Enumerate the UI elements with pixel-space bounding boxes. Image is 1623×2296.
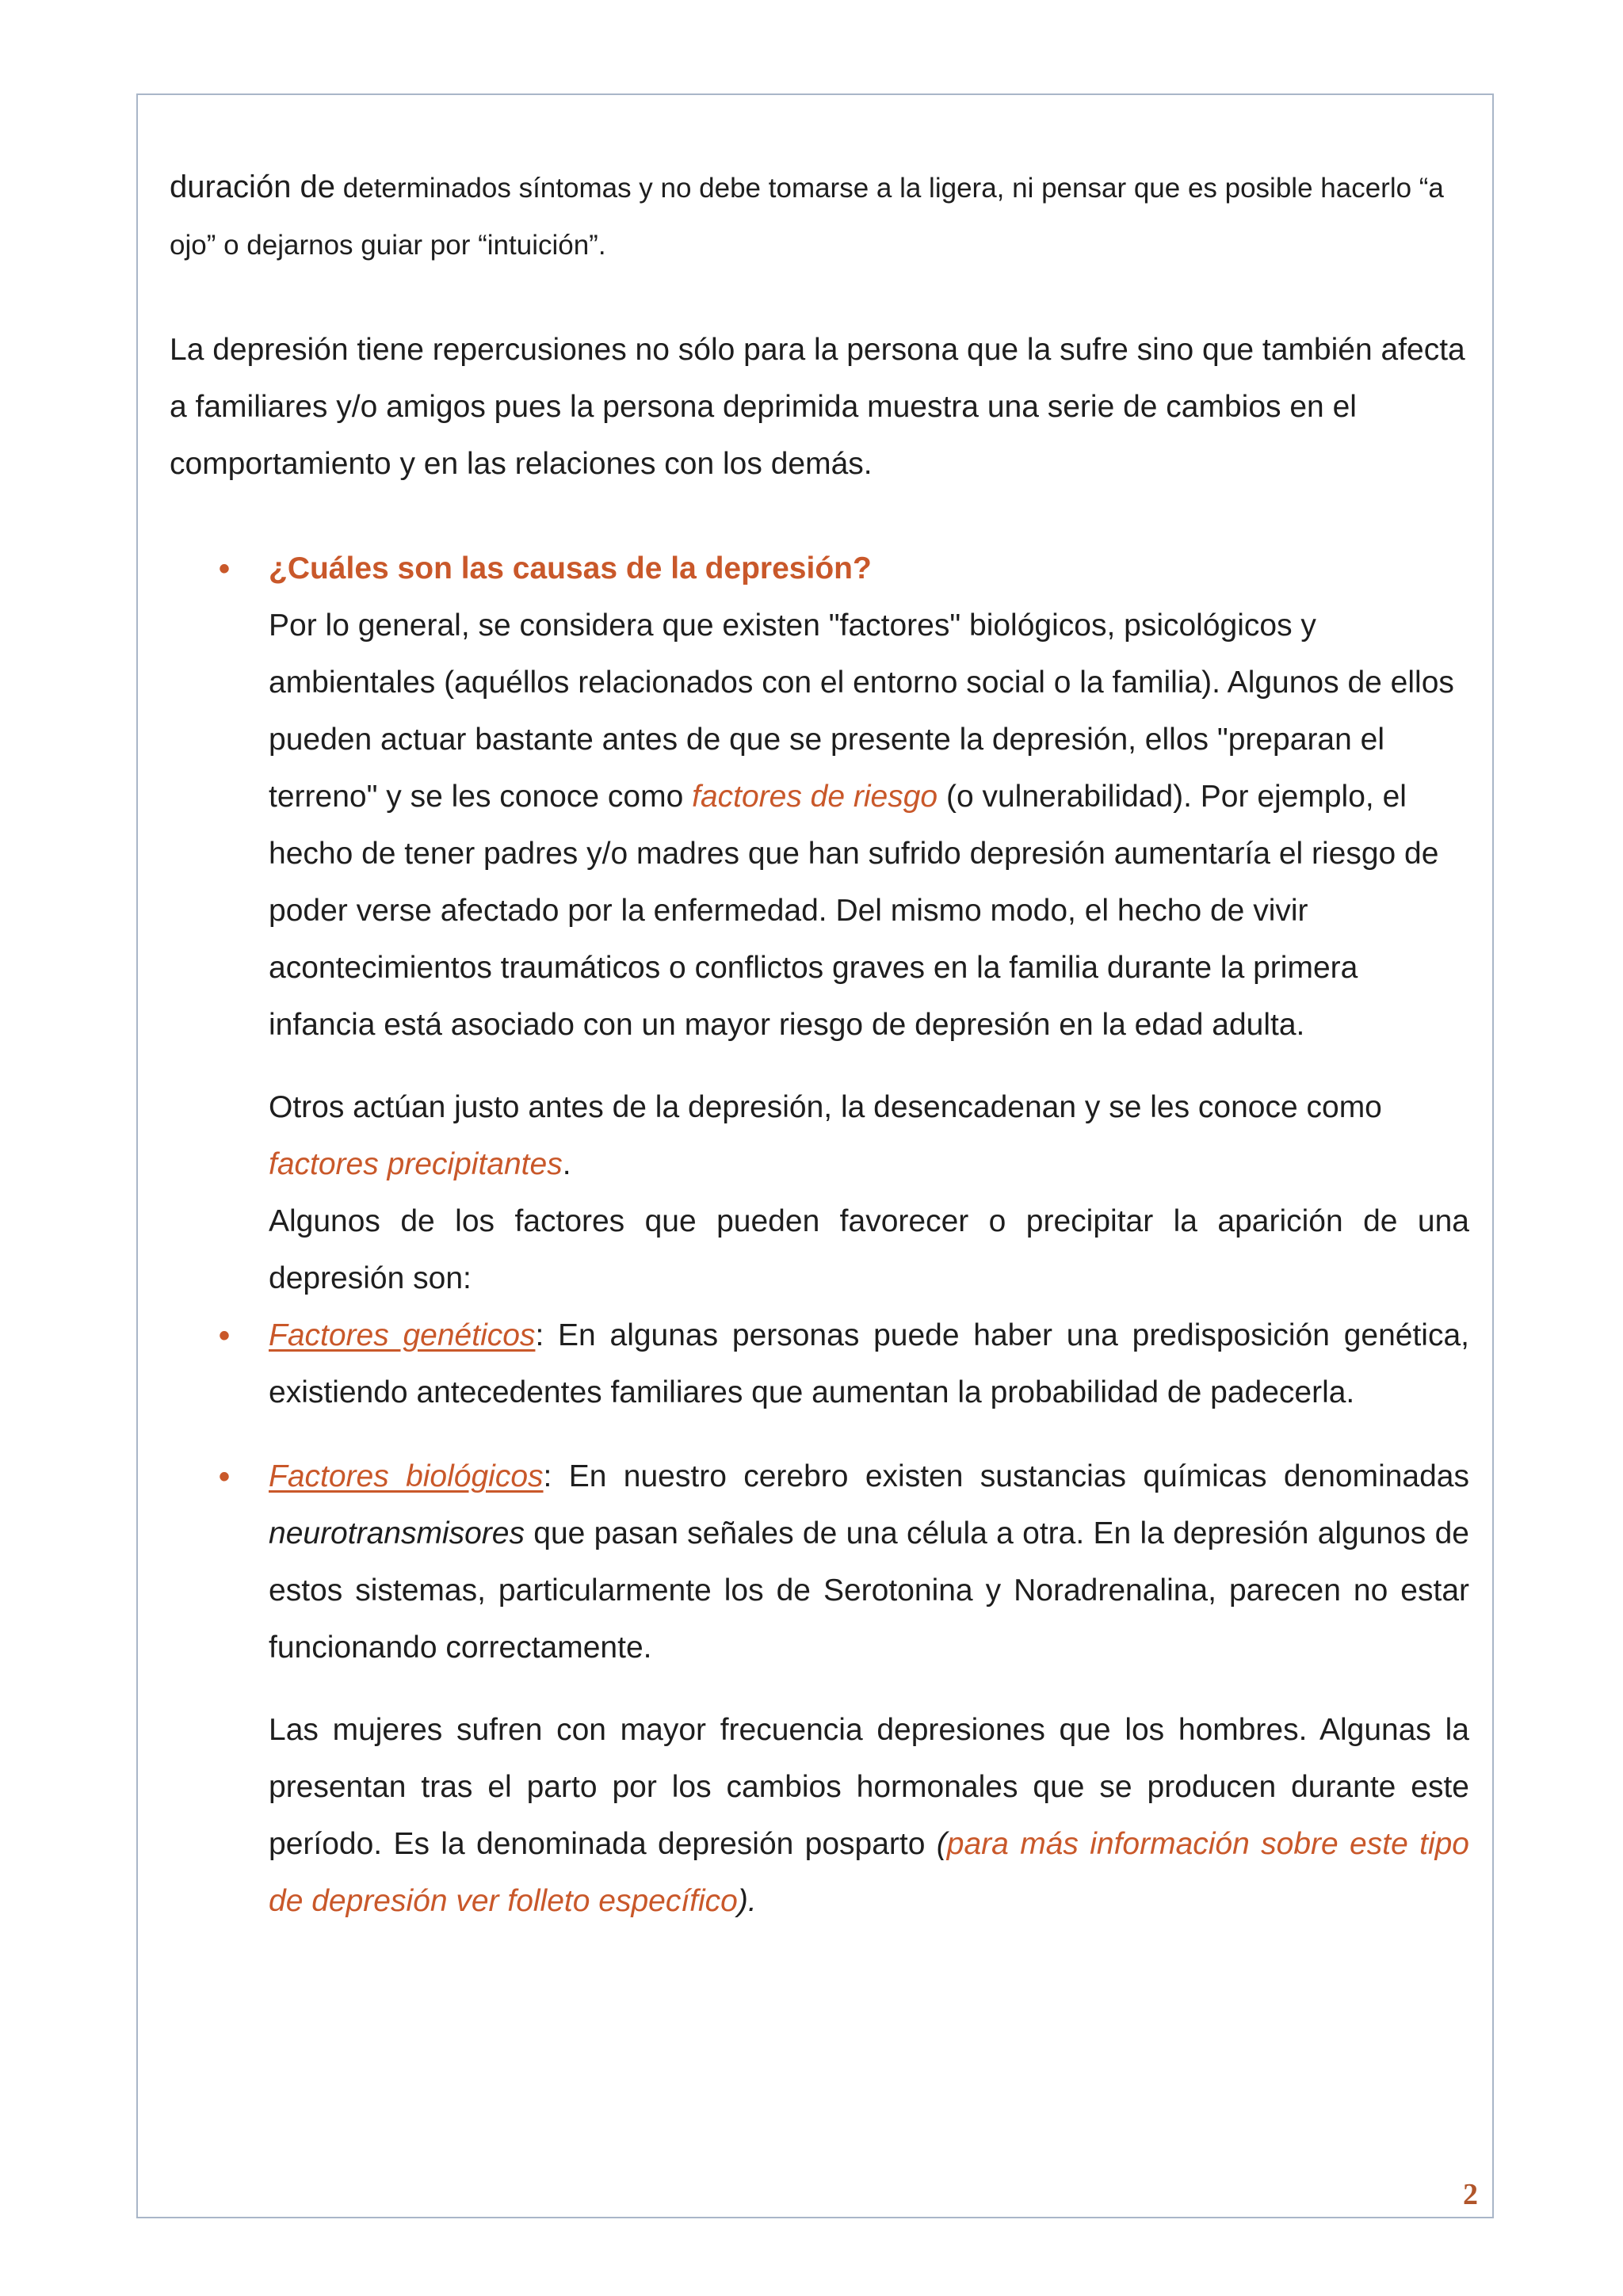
intro-paragraph-2: La depresión tiene repercusiones no sólo para la persona que la sufre sino que también afecta a familiares y/o amigos pues la persona deprimida muestra una serie de cambios en el comportamiento y en las relaciones con los demás. (170, 333, 1465, 481)
postpartum-brochure-reference: para más información sobre este tipo de depresión ver folleto específico (269, 1827, 1469, 1918)
list-item-genetic (170, 1307, 1469, 1421)
bullet-icon: • (219, 1459, 231, 1494)
women-open-paren: ( (936, 1827, 947, 1861)
precipitating-factors-term: factores precipitantes (269, 1147, 563, 1181)
list-item-causes (170, 540, 1469, 1307)
intro-paragraph-1 (170, 158, 1469, 274)
causes-body-post: (o vulnerabilidad). Por ejemplo, el hecho de tener padres y/o madres que han sufrido depresión aumentaría el riesgo de poder verse afectado por la enfermedad. Del mismo modo, el hecho de vivir acontecimientos traumáticos o conflictos graves en la familia durante la primera infancia está asociado con un mayor riesgo de depresión en la edad adulta. (269, 780, 1439, 1042)
page-content (170, 158, 1469, 1930)
women-text: Las mujeres sufren con mayor frecuencia depresiones que los hombres. Algunas la presentan tras el parto por los cambios hormonales que se producen durante este período. Es la denominada depresión posparto (269, 1713, 1469, 1861)
section-heading: ¿Cuáles son las causas de la depresión? (269, 551, 872, 585)
biological-text-pre: : En nuestro cerebro existen sustancias químicas denominadas (543, 1459, 1469, 1493)
women-close: ). (737, 1884, 757, 1918)
bullet-icon: • (219, 551, 231, 586)
intro-lead: duración de (170, 170, 336, 204)
causes-body (269, 597, 1469, 1054)
list-item-women (170, 1702, 1469, 1930)
some-factors-paragraph: Algunos de los factores que pueden favorecer o precipitar la aparición de una depresión son: (269, 1204, 1469, 1295)
genetic-paragraph (269, 1307, 1469, 1421)
causes-list (170, 540, 1469, 1930)
precipitating-paragraph (269, 1079, 1469, 1193)
women-paragraph (269, 1702, 1469, 1930)
biological-paragraph (269, 1448, 1469, 1676)
intro-rest: determinados síntomas y no debe tomarse a la ligera, ni pensar que es posible hacerlo “a ojo” o dejarnos guiar por “intuición”. (170, 173, 1444, 261)
page-number: 2 (1463, 2178, 1478, 2211)
others-pre: Otros actúan justo antes de la depresión, la desencadenan y se les conoce como (269, 1090, 1382, 1124)
biological-text-post: que pasan señales de una célula a otra. En la depresión algunos de estos sistemas, particularmente los de Serotonina y Noradrenalina, parecen no estar funcionando correctamente. (269, 1516, 1469, 1665)
biological-factors-term: Factores biológicos (269, 1459, 544, 1493)
causes-body-pre: Por lo general, se considera que existen "factores" biológicos, psicológicos y ambientales (aquéllos relacionados con el entorno social o la familia). Algunos de ellos pueden actuar bastante antes de que se presente la depresión, ellos "preparan el terreno" y se les conoce como (269, 608, 1454, 814)
genetic-text: : En algunas personas puede haber una predisposición genética, existiendo antecedentes familiares que aumentan la probabilidad de padecerla. (269, 1318, 1469, 1409)
risk-factors-term: factores de riesgo (692, 780, 938, 814)
list-item-biological (170, 1448, 1469, 1676)
page-frame (136, 93, 1494, 2218)
neurotransmitters-term: neurotransmisores (269, 1516, 525, 1550)
others-post: . (562, 1147, 571, 1181)
bullet-icon: • (219, 1318, 231, 1353)
genetic-factors-term: Factores genéticos (269, 1318, 536, 1352)
